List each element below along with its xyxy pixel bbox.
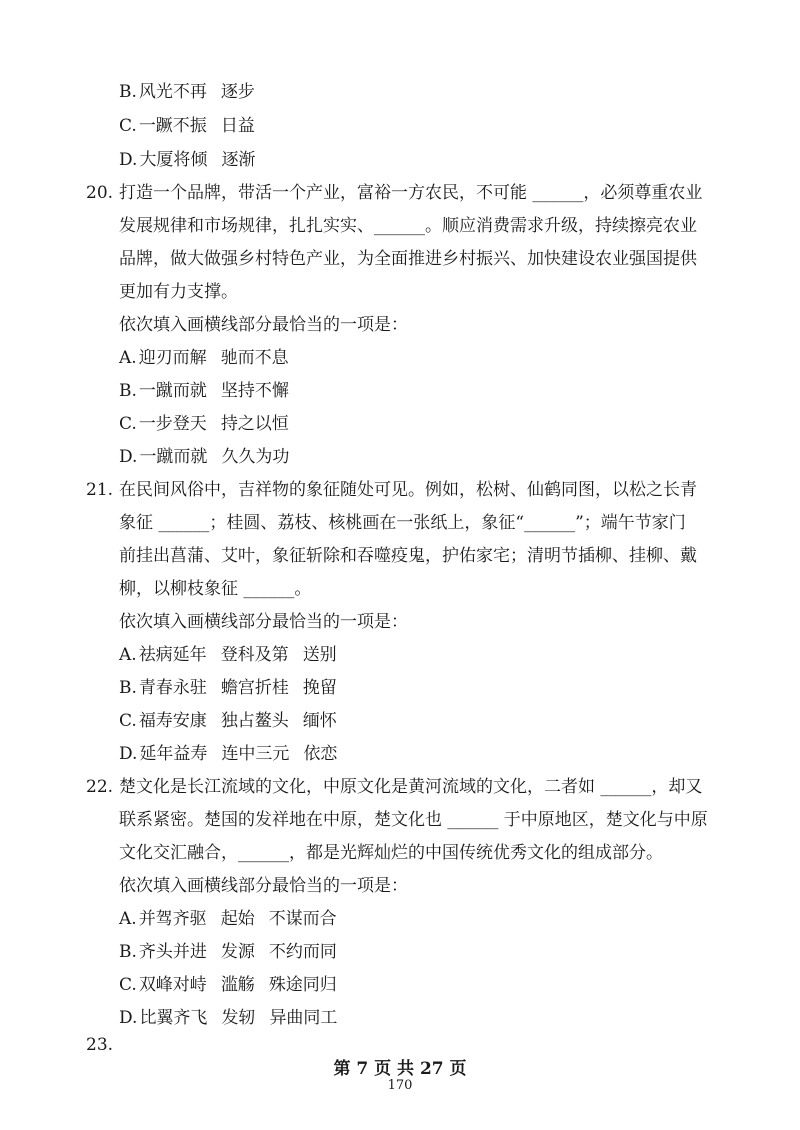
q20-option-a: A. 迎刃而解 驰而不息	[119, 348, 289, 368]
q21-option-a: A. 祛病延年 登科及第 送别	[119, 645, 337, 665]
q19-option-d: D. 大厦将倾 逐渐	[119, 150, 256, 170]
question-text-line: 楚文化是长江流域的文化，中原文化是黄河流域的文化，二者如 ______，却又	[119, 777, 703, 797]
q22-option-b: B. 齐头并进 发源 不约而同	[119, 942, 337, 962]
question-text-line: 象征 ______；桂圆、荔枝、核桃画在一张纸上，象征“______”；端午节家门	[119, 513, 686, 533]
q21-option-c: C. 福寿安康 独占鳌头 缅怀	[119, 711, 337, 731]
q20-option-c: C. 一步登天 持之以恒	[119, 414, 289, 434]
q19-option-b: B. 风光不再 逐步	[119, 82, 255, 102]
question-prompt: 依次填入画横线部分最恰当的一项是：	[119, 315, 408, 335]
question-text-line: 发展规律和市场规律，扎扎实实、______。顺应消费需求升级，持续擦亮农业	[119, 216, 697, 236]
q20-option-b: B. 一蹴而就 坚持不懈	[119, 381, 289, 401]
question-text-line: 文化交汇融合，______，都是光辉灿烂的中国传统优秀文化的组成部分。	[119, 843, 663, 863]
question-text-line: 打造一个品牌，带活一个产业，富裕一方农民，不可能 ______，必须尊重农业	[119, 183, 703, 203]
q22-option-a: A. 并驾齐驱 起始 不谋而合	[119, 909, 337, 929]
question-prompt: 依次填入画横线部分最恰当的一项是：	[119, 876, 408, 896]
question-number: 23.	[86, 1035, 114, 1055]
q21-option-b: B. 青春永驻 蟾宫折桂 挽留	[119, 678, 337, 698]
page-footer: 第 7 页 共 27 页	[333, 1059, 467, 1079]
question-text-line: 联系紧密。楚国的发祥地在中原，楚文化也 ______ 于中原地区，楚文化与中原	[119, 810, 708, 830]
question-number: 20.	[86, 183, 114, 203]
question-text-line: 柳，以柳枝象征 ______。	[119, 579, 312, 599]
q21-option-d: D. 延年益寿 连中三元 依恋	[119, 744, 338, 764]
question-number: 22.	[86, 777, 114, 797]
question-text-line: 品牌，做大做强乡村特色产业，为全面推进乡村振兴、加快建设农业强国提供	[119, 249, 697, 269]
question-number: 21.	[86, 480, 114, 500]
question-text-line: 在民间风俗中，吉祥物的象征随处可见。例如，松树、仙鹤同图，以松之长青	[119, 480, 697, 500]
question-text-line: 前挂出菖蒲、艾叶，象征斩除和吞噬疫鬼，护佑家宅；清明节插柳、挂柳、戴	[119, 546, 697, 566]
question-prompt: 依次填入画横线部分最恰当的一项是：	[119, 612, 408, 632]
q22-option-d: D. 比翼齐飞 发轫 异曲同工	[119, 1008, 338, 1028]
q22-option-c: C. 双峰对峙 滥觞 殊途同归	[119, 975, 337, 995]
q20-option-d: D. 一蹴而就 久久为功	[119, 447, 290, 467]
page-number: 170	[387, 1078, 413, 1093]
question-text-line: 更加有力支撑。	[119, 282, 238, 302]
q19-option-c: C. 一蹶不振 日益	[119, 116, 255, 136]
